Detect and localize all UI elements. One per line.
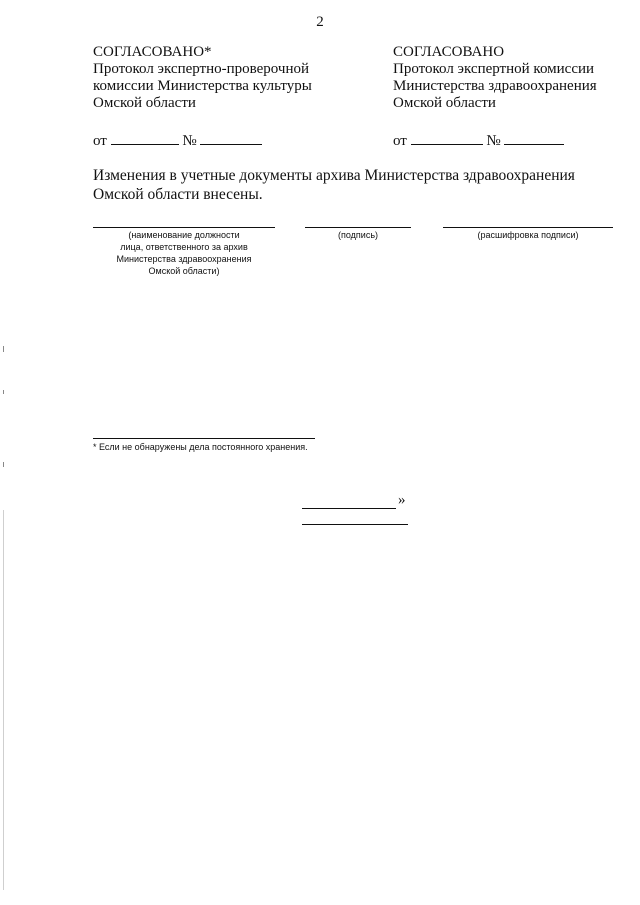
- scan-speck: [3, 462, 4, 467]
- right-from-label: от: [393, 133, 407, 149]
- left-date-number-row: [93, 132, 262, 150]
- position-caption-line: Министерства здравоохранения: [116, 254, 252, 264]
- decoding-signature-line: [443, 227, 613, 228]
- right-approval-block: [393, 44, 597, 112]
- position-signature-line: [93, 227, 275, 228]
- position-caption-line: лица, ответственного за архив: [120, 242, 248, 252]
- closing-blank-line: [302, 508, 396, 509]
- right-approval-line: Омской области: [393, 95, 496, 111]
- scan-edge-shadow: [3, 510, 4, 890]
- right-approval-line: Министерства здравоохранения: [393, 78, 597, 94]
- right-approval-heading: СОГЛАСОВАНО: [393, 44, 505, 60]
- page-number: 2: [316, 14, 324, 30]
- changes-note: [93, 166, 613, 204]
- left-approval-line: Омской области: [93, 95, 196, 111]
- left-number-blank: [200, 132, 262, 145]
- right-date-number-row: [393, 132, 564, 150]
- closing-quote-mark: »: [398, 492, 406, 508]
- left-approval-heading: СОГЛАСОВАНО*: [93, 44, 212, 60]
- footnote-text: * Если не обнаружены дела постоянного хранения.: [93, 442, 308, 452]
- closing-second-line: [302, 524, 408, 525]
- right-number-label: №: [486, 133, 501, 149]
- position-caption-line: (наименование должности: [128, 230, 240, 240]
- left-number-label: №: [182, 133, 197, 149]
- signature-line: [305, 227, 411, 228]
- decoding-caption: (расшифровка подписи): [477, 230, 579, 240]
- right-number-blank: [504, 132, 564, 145]
- changes-note-line: Омской области внесены.: [93, 186, 263, 203]
- position-caption-line: Омской области): [148, 266, 220, 276]
- left-date-blank: [111, 132, 179, 145]
- left-approval-line: комиссии Министерства культуры: [93, 78, 312, 94]
- footnote-separator: [93, 438, 315, 439]
- scan-speck: [3, 390, 4, 394]
- signature-caption: (подпись): [337, 230, 379, 240]
- left-from-label: от: [93, 133, 107, 149]
- changes-note-line: Изменения в учетные документы архива Министерства здравоохранения: [93, 167, 575, 184]
- position-caption: [93, 229, 275, 277]
- scan-speck: [3, 346, 4, 352]
- left-approval-block: [93, 44, 312, 112]
- left-approval-line: Протокол экспертно-проверочной: [93, 61, 310, 77]
- right-approval-line: Протокол экспертной комиссии: [393, 61, 595, 77]
- right-date-blank: [411, 132, 483, 145]
